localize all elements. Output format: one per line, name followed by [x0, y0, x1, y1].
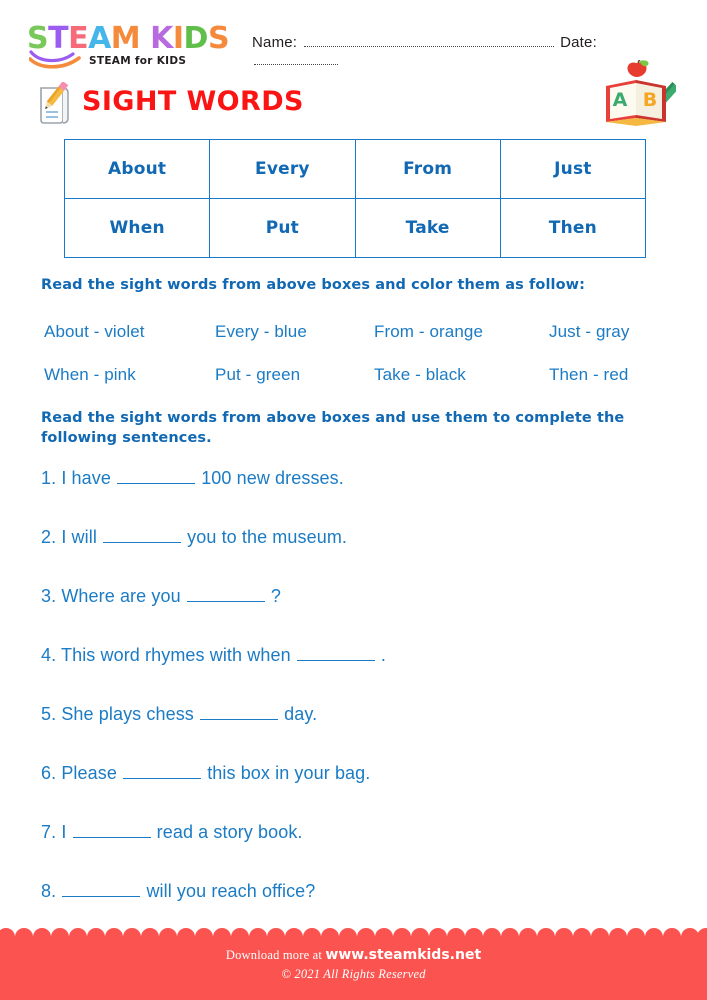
- logo-letter: A: [88, 21, 111, 56]
- word-cell[interactable]: When: [65, 199, 210, 258]
- abc-book-icon: [600, 60, 676, 126]
- sentence-text-after: this box in your bag.: [207, 763, 371, 783]
- color-assignment-item: Put - green: [215, 365, 301, 384]
- instruction-complete-sentences: Read the sight words from above boxes and use them to complete the following sentences.: [41, 410, 625, 446]
- footer-scallop-decoration: [0, 927, 707, 947]
- sentence-number: 6.: [41, 763, 57, 783]
- word-cell[interactable]: Just: [500, 140, 645, 199]
- answer-blank[interactable]: [123, 766, 201, 779]
- logo-letter: M: [110, 21, 141, 56]
- sentence-item: [41, 586, 661, 645]
- footer-site-link[interactable]: www.steamkids.net: [325, 947, 482, 963]
- color-assignment-item: Just - gray: [549, 322, 630, 341]
- answer-blank[interactable]: [117, 471, 195, 484]
- page-title: SIGHT WORDS: [82, 86, 304, 117]
- color-assignment-row: [44, 365, 664, 408]
- sentence-number: 4.: [41, 645, 57, 665]
- color-assignment-item: When - pink: [44, 365, 136, 384]
- answer-blank[interactable]: [200, 707, 278, 720]
- name-input-line[interactable]: [304, 36, 554, 47]
- word-cell[interactable]: Then: [500, 199, 645, 258]
- footer-content: [0, 947, 707, 982]
- sentence-text-before: This word rhymes with when: [61, 645, 296, 665]
- color-assignment-item: Every - blue: [215, 322, 307, 341]
- logo-letter: [140, 24, 150, 54]
- sentence-text-after: will you reach office?: [146, 881, 316, 901]
- sentence-text-before: Please: [61, 763, 123, 783]
- answer-blank[interactable]: [103, 530, 181, 543]
- footer-download-prefix: Download more at: [225, 948, 326, 962]
- sentence-text-before: I will: [61, 527, 103, 547]
- sentence-item: [41, 645, 661, 704]
- answer-blank[interactable]: [297, 648, 375, 661]
- table-row: [65, 199, 646, 258]
- sentence-text-after: ?: [270, 586, 282, 606]
- date-input-line[interactable]: [254, 54, 338, 65]
- svg-text:B: B: [642, 89, 658, 111]
- color-assignment-item: From - orange: [374, 322, 484, 341]
- steam-kids-logo: [27, 21, 242, 67]
- color-assignment-row: [44, 322, 664, 365]
- word-cell[interactable]: About: [65, 140, 210, 199]
- sentence-item: [41, 763, 661, 822]
- pencil-notepad-icon: [33, 82, 73, 126]
- sight-words-table-body: [65, 140, 646, 258]
- logo-letter: K: [150, 21, 173, 56]
- sentence-number: 2.: [41, 527, 57, 547]
- sentence-text-before: Where are you: [61, 586, 186, 606]
- word-cell[interactable]: Put: [210, 199, 355, 258]
- answer-blank[interactable]: [73, 825, 151, 838]
- page-footer: [0, 936, 707, 1000]
- title-row: [0, 80, 707, 132]
- sentence-text-before: I: [61, 822, 72, 842]
- name-date-row: [252, 34, 682, 58]
- color-assignment-list: [44, 322, 664, 408]
- svg-text:A: A: [612, 89, 628, 111]
- sentence-number: 7.: [41, 822, 57, 842]
- sentence-text-before: I have: [61, 468, 117, 488]
- sight-words-table: [64, 139, 646, 258]
- sentence-number: 1.: [41, 468, 57, 488]
- color-assignment-item: Then - red: [549, 365, 629, 384]
- sentence-text-after: .: [380, 645, 386, 665]
- sentence-item: [41, 704, 661, 763]
- logo-letter: D: [183, 21, 208, 56]
- color-assignment-item: About - violet: [44, 322, 145, 341]
- answer-blank[interactable]: [187, 589, 265, 602]
- sentence-number: 8.: [41, 881, 57, 901]
- sentence-number: 5.: [41, 704, 57, 724]
- sentence-item: [41, 527, 661, 586]
- logo-letter: T: [48, 21, 69, 56]
- logo-letter: S: [27, 21, 49, 56]
- sentence-number: 3.: [41, 586, 57, 606]
- footer-download-line: [0, 947, 707, 963]
- sentence-text-after: you to the museum.: [187, 527, 348, 547]
- logo-letter: S: [207, 21, 230, 56]
- logo-swoosh-icon: [29, 48, 85, 70]
- logo-letter: E: [68, 21, 89, 56]
- sentence-item: [41, 468, 661, 527]
- sentence-text-after: read a story book.: [156, 822, 303, 842]
- color-assignment-item: Take - black: [374, 365, 466, 384]
- answer-blank[interactable]: [62, 884, 140, 897]
- sentence-text-after: 100 new dresses.: [201, 468, 344, 488]
- sentence-list: [41, 468, 661, 940]
- word-cell[interactable]: From: [355, 140, 500, 199]
- name-label: Name:: [252, 34, 298, 51]
- sentence-text-before: She plays chess: [61, 704, 200, 724]
- logo-tagline: STEAM for KIDS: [89, 55, 187, 67]
- date-label: Date:: [560, 34, 597, 51]
- logo-letter: I: [172, 21, 184, 56]
- table-row: [65, 140, 646, 199]
- footer-copyright: © 2021 All Rights Reserved: [281, 967, 426, 981]
- sentence-text-after: day.: [284, 704, 318, 724]
- sentence-item: [41, 822, 661, 881]
- word-cell[interactable]: Every: [210, 140, 355, 199]
- word-cell[interactable]: Take: [355, 199, 500, 258]
- instruction-color-words: Read the sight words from above boxes and color them as follow:: [41, 277, 586, 293]
